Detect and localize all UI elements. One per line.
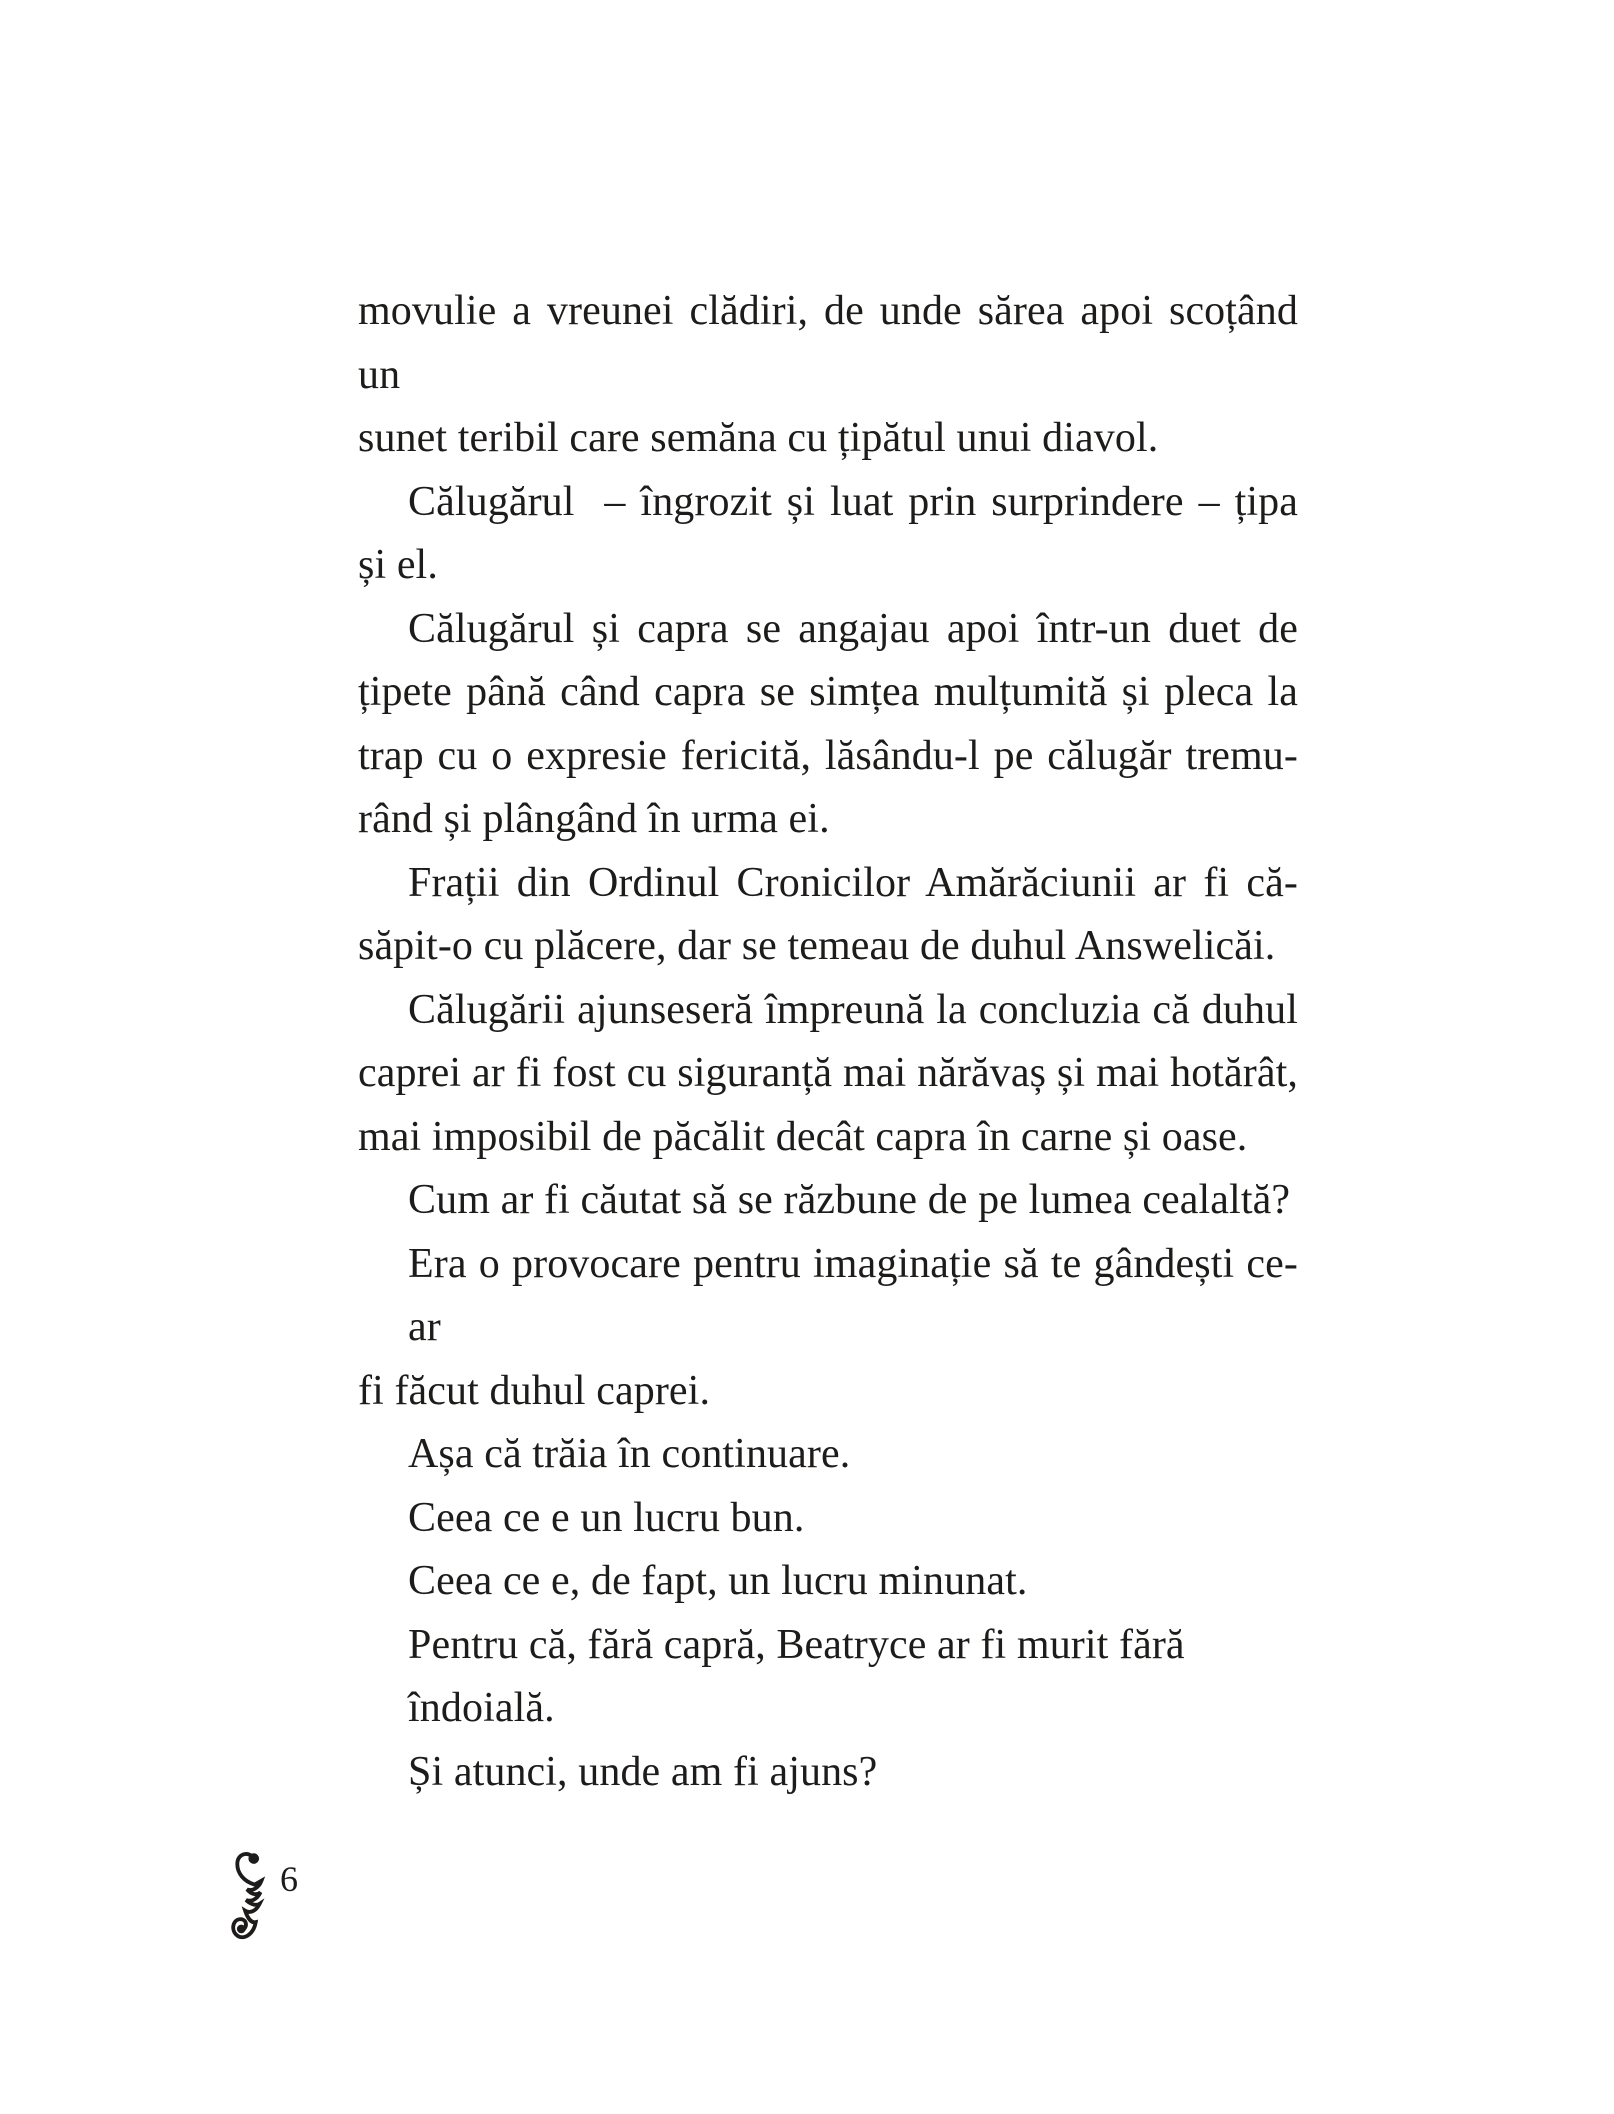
text-line: Pentru că, fără capră, Beatryce ar fi murit fără îndoială. <box>408 1621 1185 1731</box>
text-line: sunet teribil care semăna cu țipătul unui diavol. <box>358 415 1159 461</box>
text-line: Frații din Ordinul Cronicilor Amărăciunii ar fi că- <box>408 859 1298 906</box>
text-line: Călugării ajunseseră împreună la concluzia că duhul <box>408 986 1298 1033</box>
flourish-ornament-icon <box>226 1847 270 1953</box>
text-line: Ceea ce e, de fapt, un lucru minunat. <box>408 1558 1028 1604</box>
text-line: caprei ar fi fost cu siguranță mai nărăvaș și mai hotărât, <box>358 1050 1298 1096</box>
page-number: 6 <box>280 1859 298 1899</box>
page-footer <box>226 1843 346 1963</box>
text-line: Călugărul și capra se angajau apoi într-un duet de <box>408 605 1298 652</box>
text-line: țipete până când capra se simțea mulțumită și pleca la <box>358 669 1298 715</box>
text-line: Așa că trăia în continuare. <box>408 1431 851 1477</box>
text-line: Era o provocare pentru imaginație să te gândești ce-ar <box>408 1240 1298 1350</box>
text-line: și el. <box>358 542 438 588</box>
text-line: mai imposibil de păcălit decât capra în carne și oase. <box>358 1113 1248 1160</box>
text-line: Ceea ce e un lucru bun. <box>408 1494 805 1541</box>
text-line: Și atunci, unde am fi ajuns? <box>408 1748 878 1795</box>
body-text <box>358 280 1298 1804</box>
text-line: movulie a vreunei clădiri, de unde sărea apoi scoțând un <box>358 288 1298 398</box>
text-line: trap cu o expresie fericită, lăsându-l pe călugăr tremu- <box>358 732 1298 779</box>
text-line: Călugărul – îngrozit și luat prin surprindere – țipa <box>408 478 1298 525</box>
text-line: fi făcut duhul caprei. <box>358 1367 711 1414</box>
text-line: rând și plângând în urma ei. <box>358 796 830 842</box>
text-line: săpit-o cu plăcere, dar se temeau de duhul Answelicăi. <box>358 923 1276 969</box>
text-line: Cum ar fi căutat să se răzbune de pe lumea cealaltă? <box>408 1177 1291 1223</box>
